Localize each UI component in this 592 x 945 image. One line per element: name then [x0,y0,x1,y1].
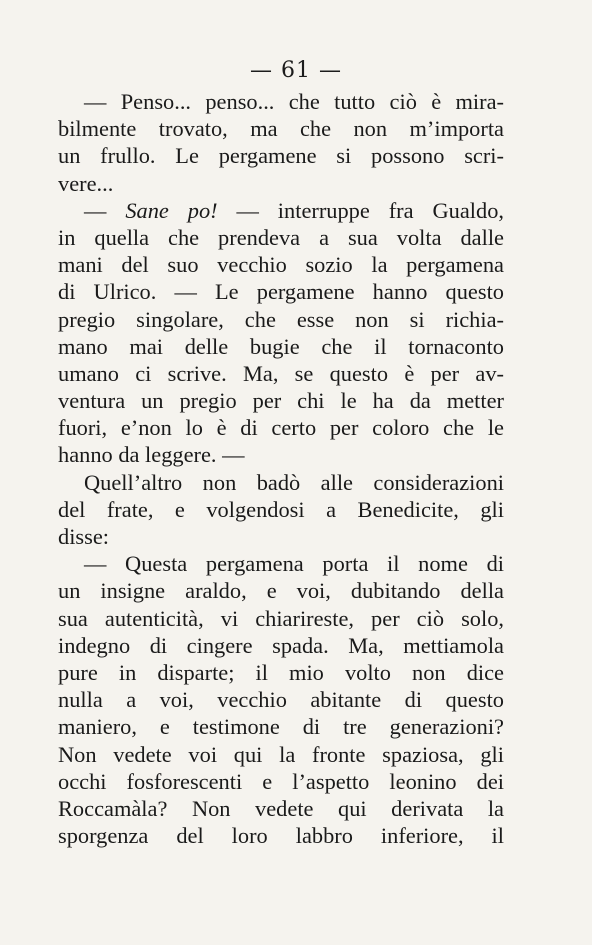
text-line: fuori, e’non lo è di certo per coloro che le [58,415,504,441]
text-line: mano mai delle bugie che il tornaconto [58,333,504,359]
text-line: di Ulrico. — Le pergamene hanno questo [58,279,504,305]
page-number: — 61 — [250,58,342,83]
text-line: ventura un pregio per chi le ha da metter [58,388,504,414]
text-line: Quell’altro non badò alle considerazioni [84,469,504,495]
text-line: vere... [58,170,114,196]
text-line [58,197,504,224]
text-line: mani del suo vecchio sozio la pergamena [58,252,504,278]
text-line: un frullo. Le pergamene si possono scri- [58,143,504,169]
text-line: disse: [58,524,110,549]
text-segment: — [84,197,126,223]
text-line: Non vedete voi qui la fronte spaziosa, gli [58,741,504,767]
text-line: — Questa pergamena porta il nome di [84,551,504,577]
text-line: pure in disparte; il mio volto non dice [58,659,504,685]
body-text [58,88,504,849]
text-line: — Penso... penso... che tutto ciò è mira- [84,89,504,114]
text-line: indegno di cingere spada. Ma, mettiamola [58,632,504,658]
text-segment: — interruppe fra Gualdo, [217,197,504,223]
text-line: occhi fosforescenti e l’aspetto leonino dei [58,768,504,794]
text-line: Roccamàla? Non vedete qui derivata la [58,795,504,821]
text-line: in quella che prendeva a sua volta dalle [58,224,504,250]
text-line: hanno da leggere. — [58,442,245,468]
text-line: bilmente trovato, ma che non m’importa [58,116,504,142]
text-line: sua autenticità, vi chiarireste, per ciò solo, [58,605,504,631]
italic-exclamation: Sane po! [125,197,218,223]
text-line: sporgenza del loro labbro inferiore, il [58,823,504,849]
text-line: maniero, e testimone di tre generazioni? [58,714,504,740]
text-line: un insigne araldo, e voi, dubitando della [58,578,504,604]
text-line: umano ci scrive. Ma, se questo è per av- [58,360,504,386]
text-line: del frate, e volgendosi a Benedicite, gli [58,496,504,522]
text-line: pregio singolare, che esse non si richia- [58,306,504,332]
text-line: nulla a voi, vecchio abitante di questo [58,687,504,713]
